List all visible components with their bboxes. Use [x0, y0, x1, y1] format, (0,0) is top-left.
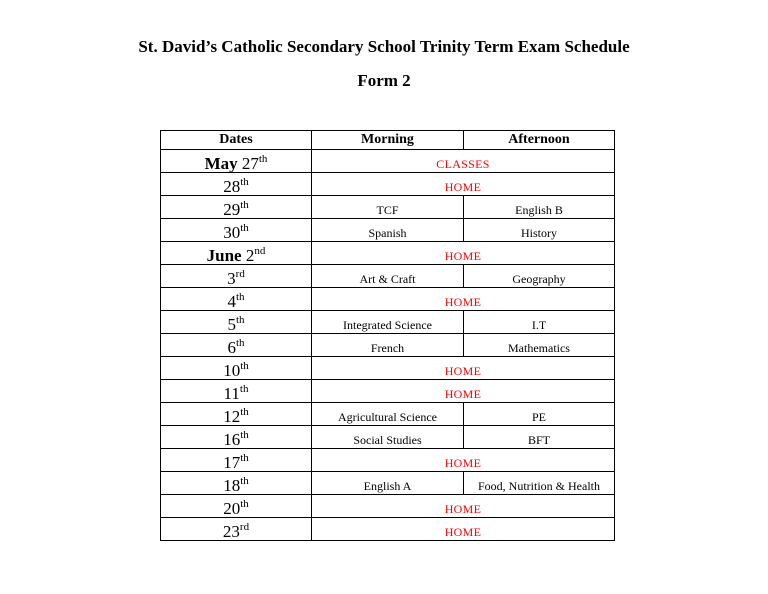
- date-suffix: th: [240, 452, 249, 464]
- table-row: [161, 242, 615, 265]
- date-day: 20: [223, 499, 241, 518]
- table-row: [161, 173, 615, 196]
- table-row: [161, 311, 615, 334]
- table-body: [161, 150, 615, 541]
- date-day: 3: [227, 269, 236, 288]
- date-suffix: nd: [254, 245, 266, 257]
- date-month: June: [206, 246, 242, 265]
- morning-subject-cell: English A: [312, 472, 464, 495]
- date-cell: [161, 426, 312, 449]
- morning-subject-cell: Social Studies: [312, 426, 464, 449]
- date-cell: [161, 150, 312, 173]
- date-cell: [161, 173, 312, 196]
- date-day: 27: [241, 154, 259, 173]
- date-month: May: [204, 154, 238, 173]
- merged-status-cell: HOME: [312, 288, 615, 311]
- table-row: [161, 219, 615, 242]
- date-cell: [161, 403, 312, 426]
- column-header-morning: Morning: [312, 131, 464, 150]
- page-subtitle: Form 2: [357, 71, 411, 90]
- morning-subject-cell: Spanish: [312, 219, 464, 242]
- date-suffix: th: [240, 222, 249, 234]
- date-suffix: th: [235, 314, 245, 326]
- date-day: 23: [222, 522, 240, 541]
- afternoon-subject-cell: Food, Nutrition & Health: [464, 472, 615, 495]
- date-day: 11: [223, 384, 240, 403]
- afternoon-subject-cell: PE: [464, 403, 615, 426]
- table-row: [161, 334, 615, 357]
- table-row: [161, 495, 615, 518]
- table-row: [161, 196, 615, 219]
- date-day: 5: [227, 315, 236, 334]
- date-day: 4: [227, 292, 236, 311]
- table-header-row: [161, 131, 615, 150]
- afternoon-subject-cell: English B: [464, 196, 615, 219]
- table-row: [161, 426, 615, 449]
- morning-subject-cell: TCF: [312, 196, 464, 219]
- date-suffix: th: [258, 153, 268, 165]
- date-day: 12: [223, 407, 241, 426]
- table-row: [161, 518, 615, 541]
- page-title: St. David’s Catholic Secondary School Trinity Term Exam Schedule: [138, 37, 630, 56]
- date-cell: [161, 449, 312, 472]
- date-suffix: th: [240, 176, 249, 188]
- date-suffix: th: [239, 383, 249, 395]
- date-suffix: rd: [235, 268, 245, 280]
- date-suffix: th: [240, 498, 249, 510]
- date-cell: [161, 265, 312, 288]
- date-day: 6: [227, 338, 236, 357]
- table-row: [161, 150, 615, 173]
- table-row: [161, 380, 615, 403]
- date-cell: [161, 495, 312, 518]
- date-day: 10: [223, 361, 241, 380]
- afternoon-subject-cell: History: [464, 219, 615, 242]
- date-day: 2: [245, 246, 255, 265]
- column-header-dates: Dates: [161, 131, 312, 150]
- date-cell: [161, 334, 312, 357]
- merged-status-cell: HOME: [312, 449, 615, 472]
- date-cell: [161, 196, 312, 219]
- date-suffix: th: [235, 291, 245, 303]
- date-cell: [161, 380, 312, 403]
- merged-status-cell: HOME: [312, 173, 615, 196]
- date-day: 30: [223, 223, 241, 242]
- merged-status-cell: HOME: [312, 495, 615, 518]
- merged-status-cell: HOME: [312, 380, 615, 403]
- date-suffix: th: [240, 199, 249, 211]
- date-suffix: th: [235, 337, 245, 349]
- merged-status-cell: HOME: [312, 518, 615, 541]
- morning-subject-cell: French: [312, 334, 464, 357]
- merged-status-cell: HOME: [312, 357, 615, 380]
- date-cell: [161, 219, 312, 242]
- morning-subject-cell: Agricultural Science: [312, 403, 464, 426]
- date-day: 16: [223, 430, 241, 449]
- table-row: [161, 357, 615, 380]
- table-row: [161, 472, 615, 495]
- exam-schedule-table: [160, 130, 615, 541]
- date-cell: [161, 242, 312, 265]
- date-day: 18: [223, 476, 241, 495]
- date-cell: [161, 518, 312, 541]
- date-day: 28: [223, 177, 241, 196]
- date-suffix: th: [240, 429, 249, 441]
- date-cell: [161, 311, 312, 334]
- date-suffix: th: [240, 475, 249, 487]
- date-cell: [161, 288, 312, 311]
- afternoon-subject-cell: Geography: [464, 265, 615, 288]
- afternoon-subject-cell: BFT: [464, 426, 615, 449]
- table-row: [161, 403, 615, 426]
- date-suffix: th: [240, 406, 249, 418]
- date-day: 29: [223, 200, 241, 219]
- table-row: [161, 265, 615, 288]
- table-row: [161, 288, 615, 311]
- afternoon-subject-cell: I.T: [464, 311, 615, 334]
- date-day: 17: [223, 453, 241, 472]
- column-header-afternoon: Afternoon: [464, 131, 615, 150]
- merged-status-cell: HOME: [312, 242, 615, 265]
- merged-status-cell: CLASSES: [312, 150, 615, 173]
- morning-subject-cell: Integrated Science: [312, 311, 464, 334]
- date-cell: [161, 472, 312, 495]
- afternoon-subject-cell: Mathematics: [464, 334, 615, 357]
- table-row: [161, 449, 615, 472]
- date-cell: [161, 357, 312, 380]
- date-suffix: rd: [239, 521, 250, 533]
- date-suffix: th: [240, 360, 249, 372]
- morning-subject-cell: Art & Craft: [312, 265, 464, 288]
